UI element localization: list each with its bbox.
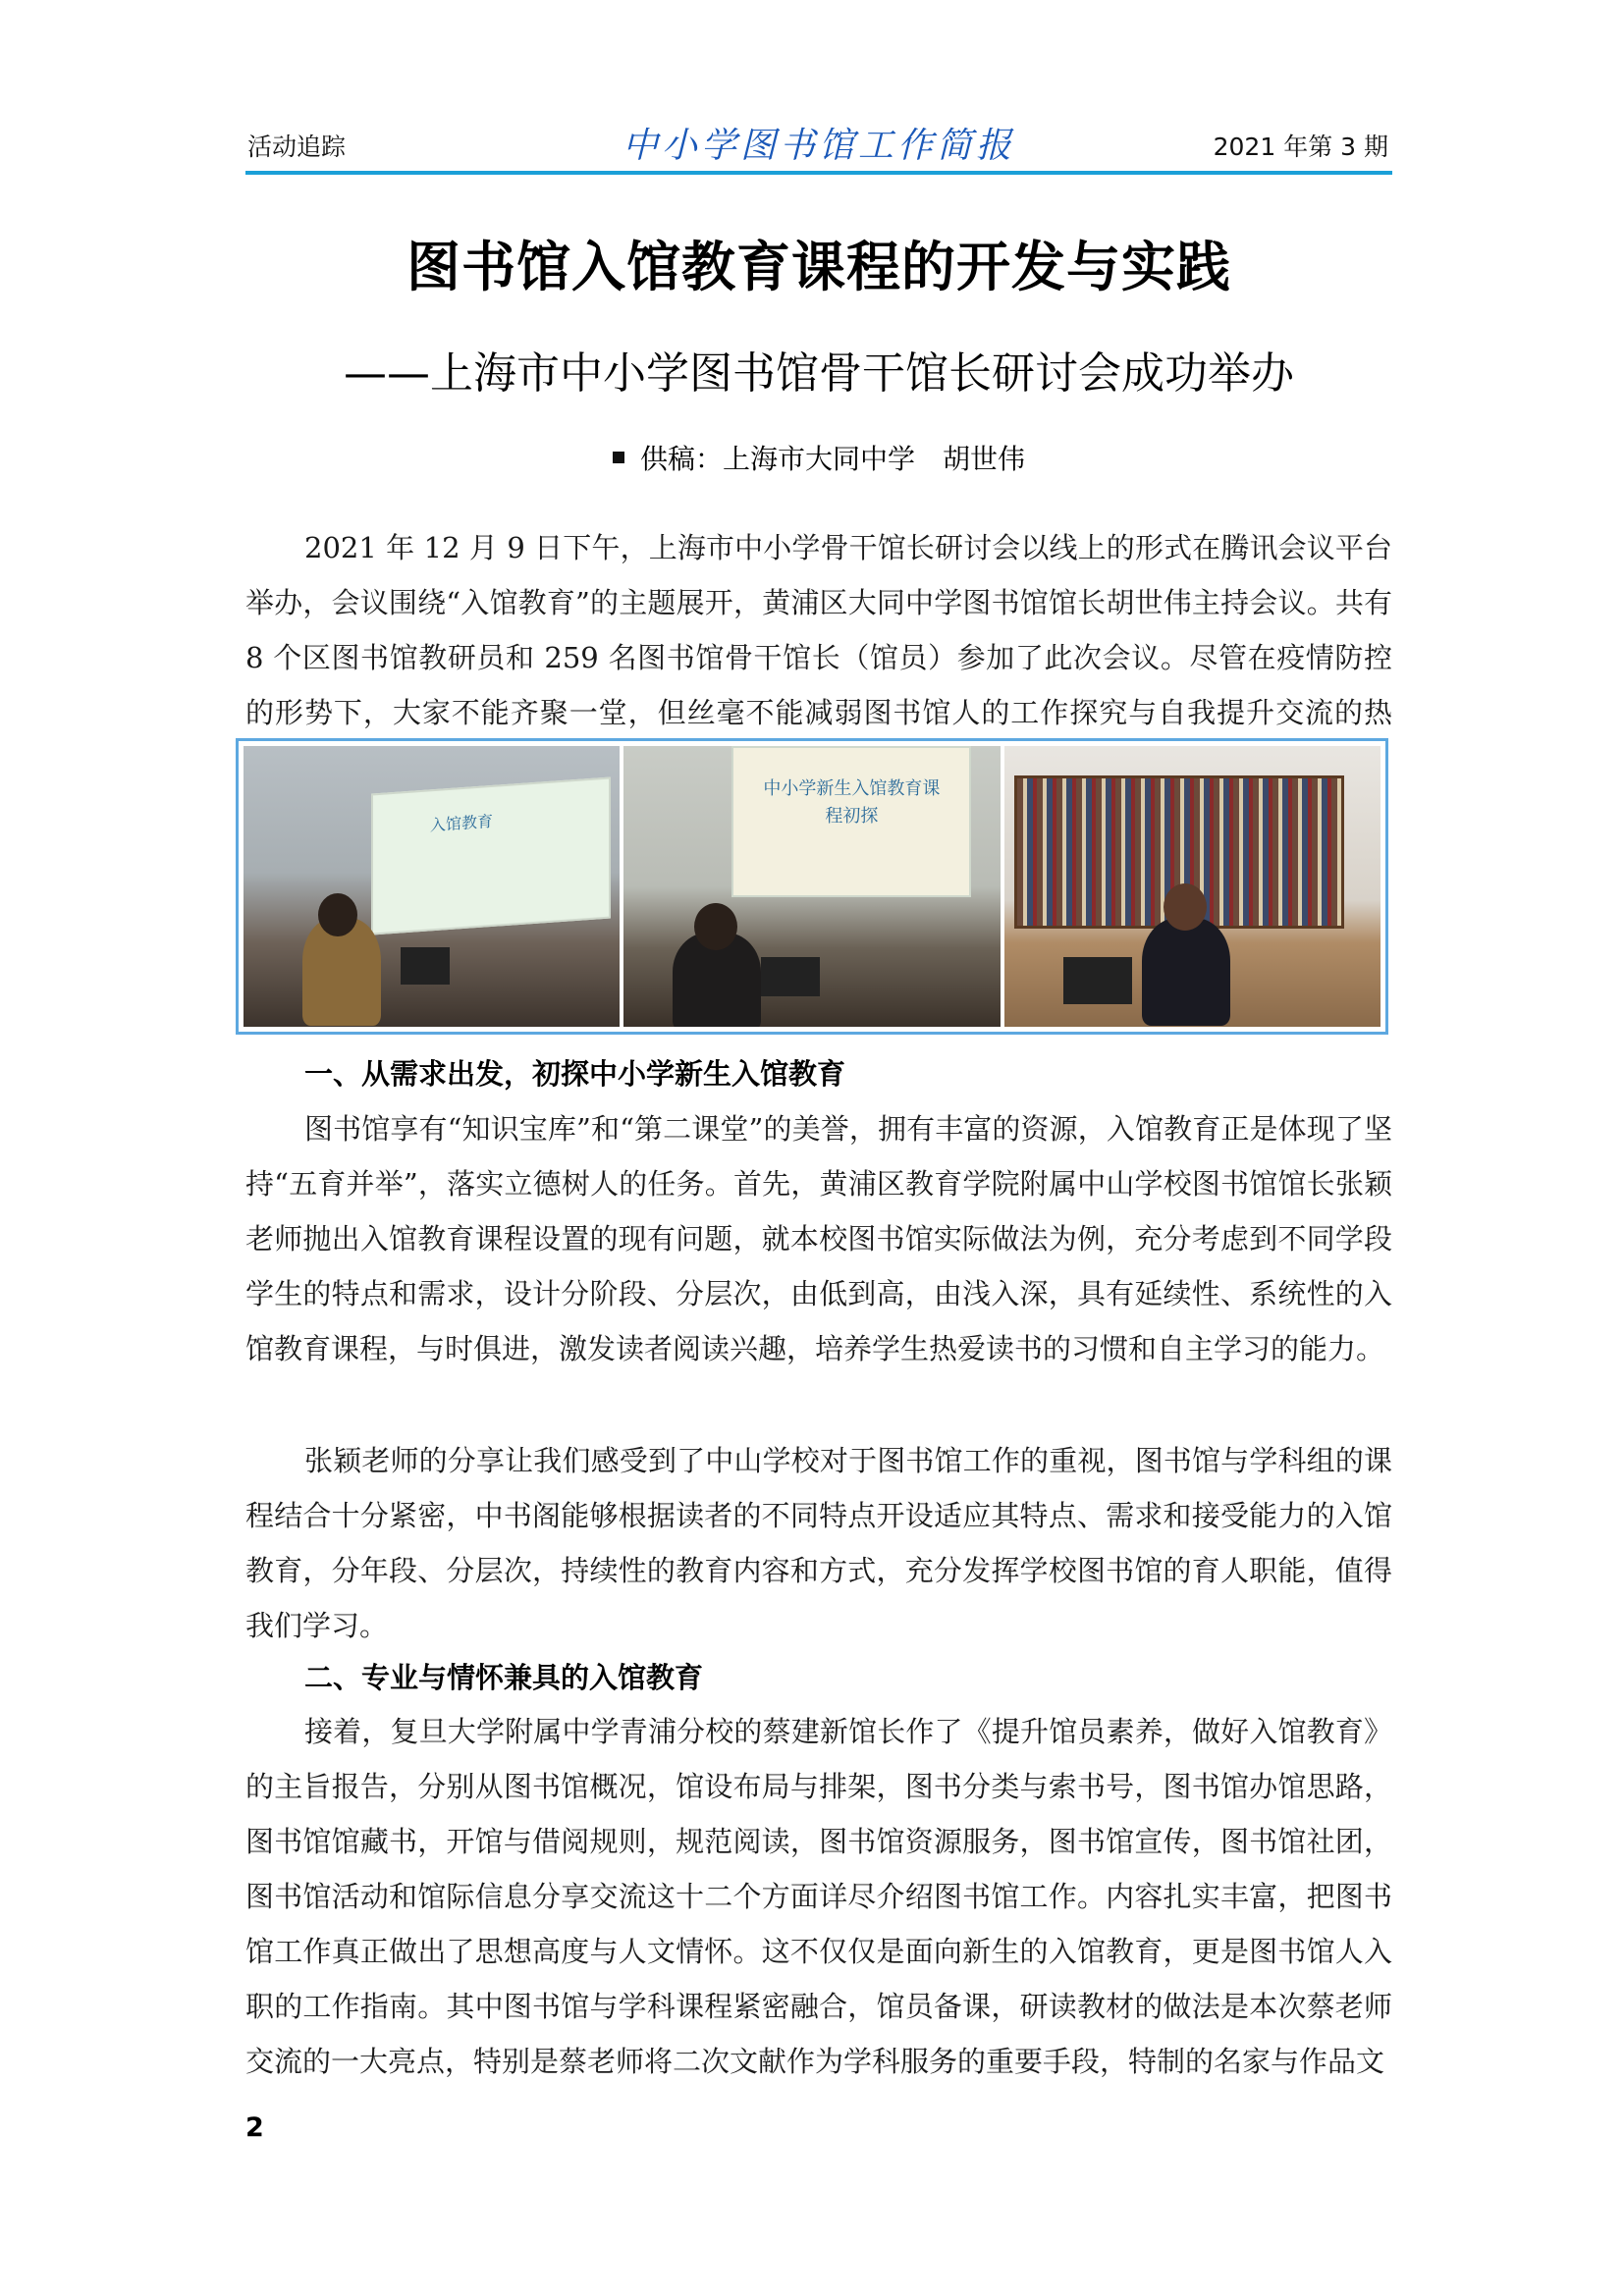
laptop [1063,957,1132,1004]
meeting-photo-1 [244,746,620,1027]
journal-name: 中小学图书馆工作简报 [622,126,1015,166]
section1-paragraph-2: 张颖老师的分享让我们感受到了中山学校对于图书馆工作的重视，图书馆与学科组的课程结合十分紧密，中书阁能够根据读者的不同特点开设适应其特点、需求和接受能力的入馆教育，分年段、分层次，持续性的教育内容和方式，充分发挥学校图书馆的育人职能，值得我们学习。 [245,1444,1392,1642]
person [1142,918,1230,1026]
article-byline [245,438,1392,477]
issue-label: 2021 年第 3 期 [1213,133,1388,161]
person-head [318,893,357,936]
meeting-photo-3 [1004,746,1380,1027]
article-subtitle: ——上海市中小学图书馆骨干馆长研讨会成功举办 [344,348,1294,399]
projection-screen [731,746,971,897]
meeting-photo-2 [623,746,1000,1027]
person-head [1164,883,1207,931]
header-divider [245,171,1392,175]
page-number: 2 [245,2112,264,2143]
screen-title: 入馆教育 [429,811,493,835]
bullet-square-icon [613,452,624,463]
article-title: 图书馆入馆教育课程的开发与实践 [406,236,1231,298]
section2-paragraph-1: 接着，复旦大学附属中学青浦分校的蔡建新馆长作了《提升馆员素养，做好入馆教育》的主旨报告，分别从图书馆概况，馆设布局与排架，图书分类与索书号，图书馆办馆思路，图书馆馆藏书，开馆与借阅规则，规范阅读，图书馆资源服务，图书馆宣传，图书馆社团，图书馆活动和馆际信息分享交流这十二个方面详尽介绍图书馆工作。内容扎实丰富，把图书馆工作真正做出了思想高度与人文情怀。这不仅仅是面向新生的入馆教育，更是图书馆人入职的工作指南。其中图书馆与学科课程紧密融合，馆员备课，研读教材的做法是本次蔡老师交流的一大亮点，特别是蔡老师将二次文献作为学科服务的重要手段，特制的名家与作品文 [245,1715,1392,2078]
intro-paragraph: 2021 年 12 月 9 日下午，上海市中小学骨干馆长研讨会以线上的形式在腾讯会议平台举办，会议围绕“入馆教育”的主题展开，黄浦区大同中学图书馆馆长胡世伟主持会议。共有 8 个区图书馆教研员和 259 名图书馆骨干馆长（馆员）参加了此次会议。尽管在疫情防控的形势下，大家不能齐聚一堂，但丝毫不能减弱图书馆人的工作探究与自我提升交流的热 [245,531,1392,729]
photo-strip [236,738,1388,1035]
projection-screen [371,776,611,934]
byline-text: 供稿：上海市大同中学 胡世伟 [639,443,1025,475]
laptop [401,947,450,985]
section-label: 活动追踪 [247,133,347,161]
screen-title: 中小学新生入馆教育课程初探 [763,778,941,827]
section-heading-1: 一、从需求出发，初探中小学新生入馆教育 [304,1057,846,1091]
laptop [761,957,820,996]
section-heading-2: 二、专业与情怀兼具的入馆教育 [304,1661,704,1694]
running-header [245,116,1392,171]
section1-paragraph-1: 图书馆享有“知识宝库”和“第二课堂”的美誉，拥有丰富的资源，入馆教育正是体现了坚持“五育并举”，落实立德树人的任务。首先，黄浦区教育学院附属中山学校图书馆馆长张颖老师抛出入馆教育课程设置的现有问题，就本校图书馆实际做法为例，充分考虑到不同学段学生的特点和需求，设计分阶段、分层次，由低到高，由浅入深，具有延续性、系统性的入馆教育课程，与时俱进，激发读者阅读兴趣，培养学生热爱读书的习惯和自主学习的能力。 [245,1112,1392,1365]
